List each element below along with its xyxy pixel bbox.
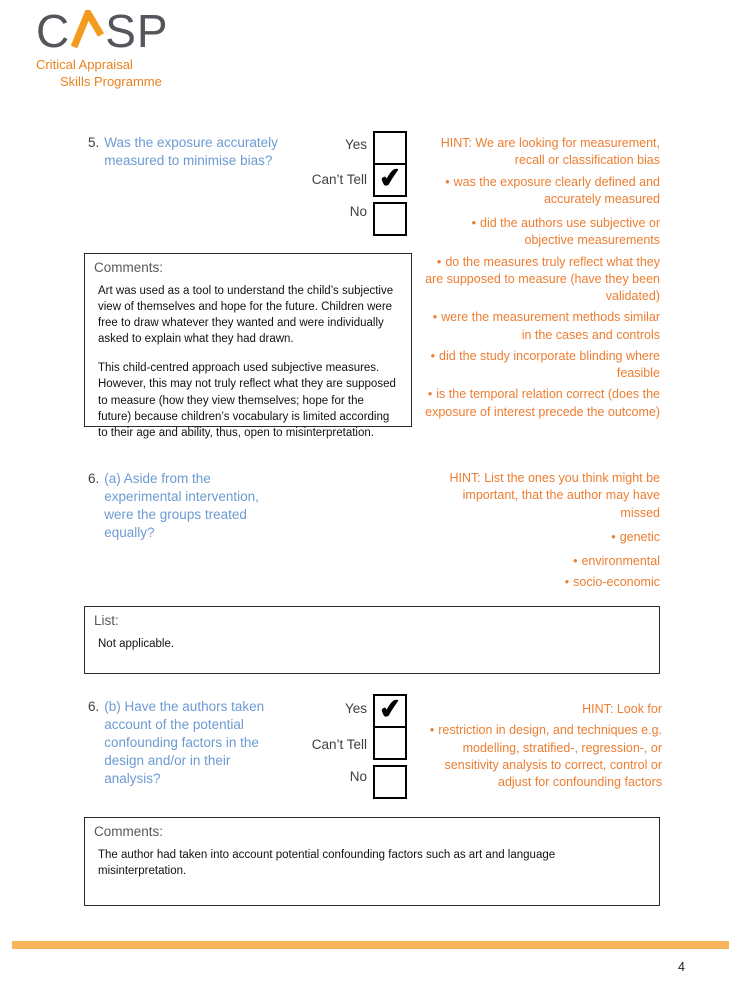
q6a-hint-title: HINT: List the ones you think might be important, that the author may have missed bbox=[449, 471, 660, 520]
q5-option-label-yes: Yes bbox=[344, 137, 367, 152]
q6a-list-box[interactable] bbox=[84, 606, 660, 674]
q6a-hint bbox=[423, 470, 660, 592]
hint-item-text: did the study incorporate blinding where feasible bbox=[439, 348, 660, 380]
q6b-option-label-no: No bbox=[349, 769, 367, 784]
q6b-checkbox-yes[interactable] bbox=[373, 694, 407, 728]
checkmark-icon: ✔ bbox=[377, 692, 403, 726]
q5-checkbox-yes[interactable] bbox=[373, 131, 407, 165]
checkmark-icon: ✔ bbox=[377, 161, 403, 195]
bullet-icon: • bbox=[471, 216, 477, 230]
q5-option-label-cant-tell: Can’t Tell bbox=[311, 172, 367, 187]
bullet-icon: • bbox=[573, 554, 578, 568]
footer-accent-bar bbox=[12, 941, 729, 949]
q6b-comments-label: Comments: bbox=[94, 824, 164, 839]
q6b-checkbox-group bbox=[373, 694, 409, 799]
q6b-checkbox-cant-tell[interactable] bbox=[373, 726, 407, 760]
casp-logo bbox=[36, 5, 169, 91]
hint-item-text: environmental bbox=[581, 554, 660, 568]
q6b-option-label-cant-tell: Can’t Tell bbox=[311, 737, 367, 752]
hint-item bbox=[423, 553, 660, 570]
logo-letters-sp: SP bbox=[105, 5, 169, 57]
q5-comments-paragraph-2: This child-centred approach used subjective measures. However, this may not truly reflect what they are supposed to measure (how they view themselves; hope for the future) because children’s vocabulary is limited according to their age and ability, thus, open to misinterpretation. bbox=[98, 362, 396, 439]
question-6b-text: (b) Have the authors taken account of the potential confounding factors in the design and/or in their analysis? bbox=[104, 699, 265, 787]
q5-checkbox-no[interactable] bbox=[373, 202, 407, 236]
caret-icon bbox=[71, 9, 104, 55]
q6b-comments-text bbox=[85, 839, 659, 879]
q6b-comments-paragraph: The author had taken into account potential confounding factors such as art and language misinterpretation. bbox=[98, 849, 556, 878]
bullet-icon: • bbox=[436, 254, 442, 269]
q6b-hint bbox=[420, 701, 662, 791]
q5-hint-title: HINT: We are looking for measurement, recall or classification bias bbox=[440, 136, 660, 168]
bullet-icon: • bbox=[430, 348, 436, 363]
bullet-icon: • bbox=[427, 387, 433, 402]
hint-item-text: do the measures truly reflect what they are supposed to measure (have they been validated) bbox=[425, 254, 660, 303]
bullet-icon: • bbox=[432, 310, 438, 325]
question-6a-text: (a) Aside from the experimental intervention, were the groups treated equally? bbox=[104, 471, 259, 541]
hint-item-text: was the exposure clearly defined and accurately measured bbox=[453, 174, 660, 206]
bullet-icon: • bbox=[429, 723, 435, 738]
q5-hint bbox=[423, 135, 660, 421]
logo-tagline bbox=[36, 57, 169, 91]
question-5 bbox=[88, 134, 302, 170]
q5-comments-paragraph-1: Art was used as a tool to understand the child’s subjective view of themselves and hope for the future. Children were free to draw whatever they wanted and were individually asked to explain what they had drawn. bbox=[98, 285, 394, 346]
hint-item bbox=[423, 254, 660, 306]
hint-item bbox=[423, 174, 660, 209]
q6b-hint-title: HINT: Look for bbox=[582, 702, 662, 716]
logo-tagline-line1: Critical Appraisal bbox=[36, 57, 133, 72]
hint-item-text: genetic bbox=[619, 529, 660, 544]
bullet-icon: • bbox=[611, 529, 616, 544]
q5-checkbox-cant-tell[interactable] bbox=[373, 163, 407, 197]
hint-item-text: did the authors use subjective or objective measurements bbox=[480, 216, 660, 248]
bullet-icon: • bbox=[564, 575, 570, 590]
hint-item bbox=[423, 309, 660, 344]
hint-item-text: is the temporal relation correct (does the exposure of interest precede the outcome) bbox=[425, 387, 660, 419]
q5-checkbox-group bbox=[373, 131, 409, 236]
hint-item-text: restriction in design, and techniques e.g. modelling, stratified-, regression-, or sensitivity analysis to correct, control or adjust for confounding factors bbox=[438, 723, 662, 789]
hint-item bbox=[423, 574, 660, 591]
q6a-list-text bbox=[85, 628, 659, 652]
q6b-checkbox-no[interactable] bbox=[373, 765, 407, 799]
question-5-number: 5. bbox=[88, 135, 100, 150]
hint-item bbox=[423, 215, 660, 250]
hint-item bbox=[423, 386, 660, 421]
logo-tagline-line2: Skills Programme bbox=[60, 73, 162, 89]
hint-item bbox=[423, 348, 660, 383]
bullet-icon: • bbox=[445, 174, 450, 189]
question-5-text: Was the exposure accurately measured to minimise bias? bbox=[104, 135, 278, 169]
q6b-comments-box[interactable] bbox=[84, 817, 660, 906]
hint-item bbox=[423, 529, 660, 546]
q5-comments-box[interactable] bbox=[84, 253, 412, 439]
question-6a-number: 6. bbox=[88, 471, 100, 486]
hint-item bbox=[420, 722, 662, 791]
q6b-option-label-yes: Yes bbox=[344, 701, 367, 716]
page-number: 4 bbox=[678, 960, 685, 974]
q5-comments-text bbox=[85, 275, 411, 441]
hint-item-text: socio-economic bbox=[573, 575, 660, 590]
casp-logo-word bbox=[36, 5, 169, 57]
question-6b bbox=[88, 698, 282, 788]
question-6a bbox=[88, 470, 276, 542]
q5-option-label-no: No bbox=[349, 204, 367, 219]
question-6b-number: 6. bbox=[88, 699, 100, 714]
q6a-list-paragraph: Not applicable. bbox=[98, 638, 175, 650]
q6a-list-label: List: bbox=[94, 613, 119, 628]
q5-comments-label: Comments: bbox=[94, 260, 164, 275]
logo-letter-c: C bbox=[36, 5, 71, 57]
hint-item-text: were the measurement methods similar in the cases and controls bbox=[441, 310, 660, 342]
